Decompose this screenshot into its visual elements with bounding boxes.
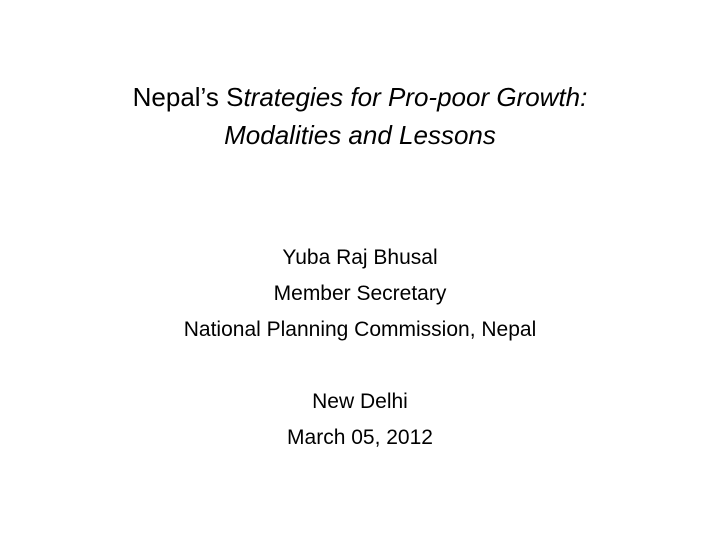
presenter-position: Member Secretary <box>273 282 447 305</box>
slide-subtitle <box>0 240 720 456</box>
title-line-1 <box>0 78 720 116</box>
title-italic-text: trategies for Pro-poor Growth: <box>243 82 588 112</box>
event-location: New Delhi <box>312 390 408 413</box>
slide-title <box>0 78 720 154</box>
spacer <box>0 348 720 384</box>
event-date: March 05, 2012 <box>287 426 433 449</box>
title-plain-text: Nepal’s S <box>132 82 244 112</box>
presenter-organization: National Planning Commission, Nepal <box>183 318 537 341</box>
presenter-name: Yuba Raj Bhusal <box>282 246 438 269</box>
title-line-2: Modalities and Lessons <box>224 120 496 150</box>
